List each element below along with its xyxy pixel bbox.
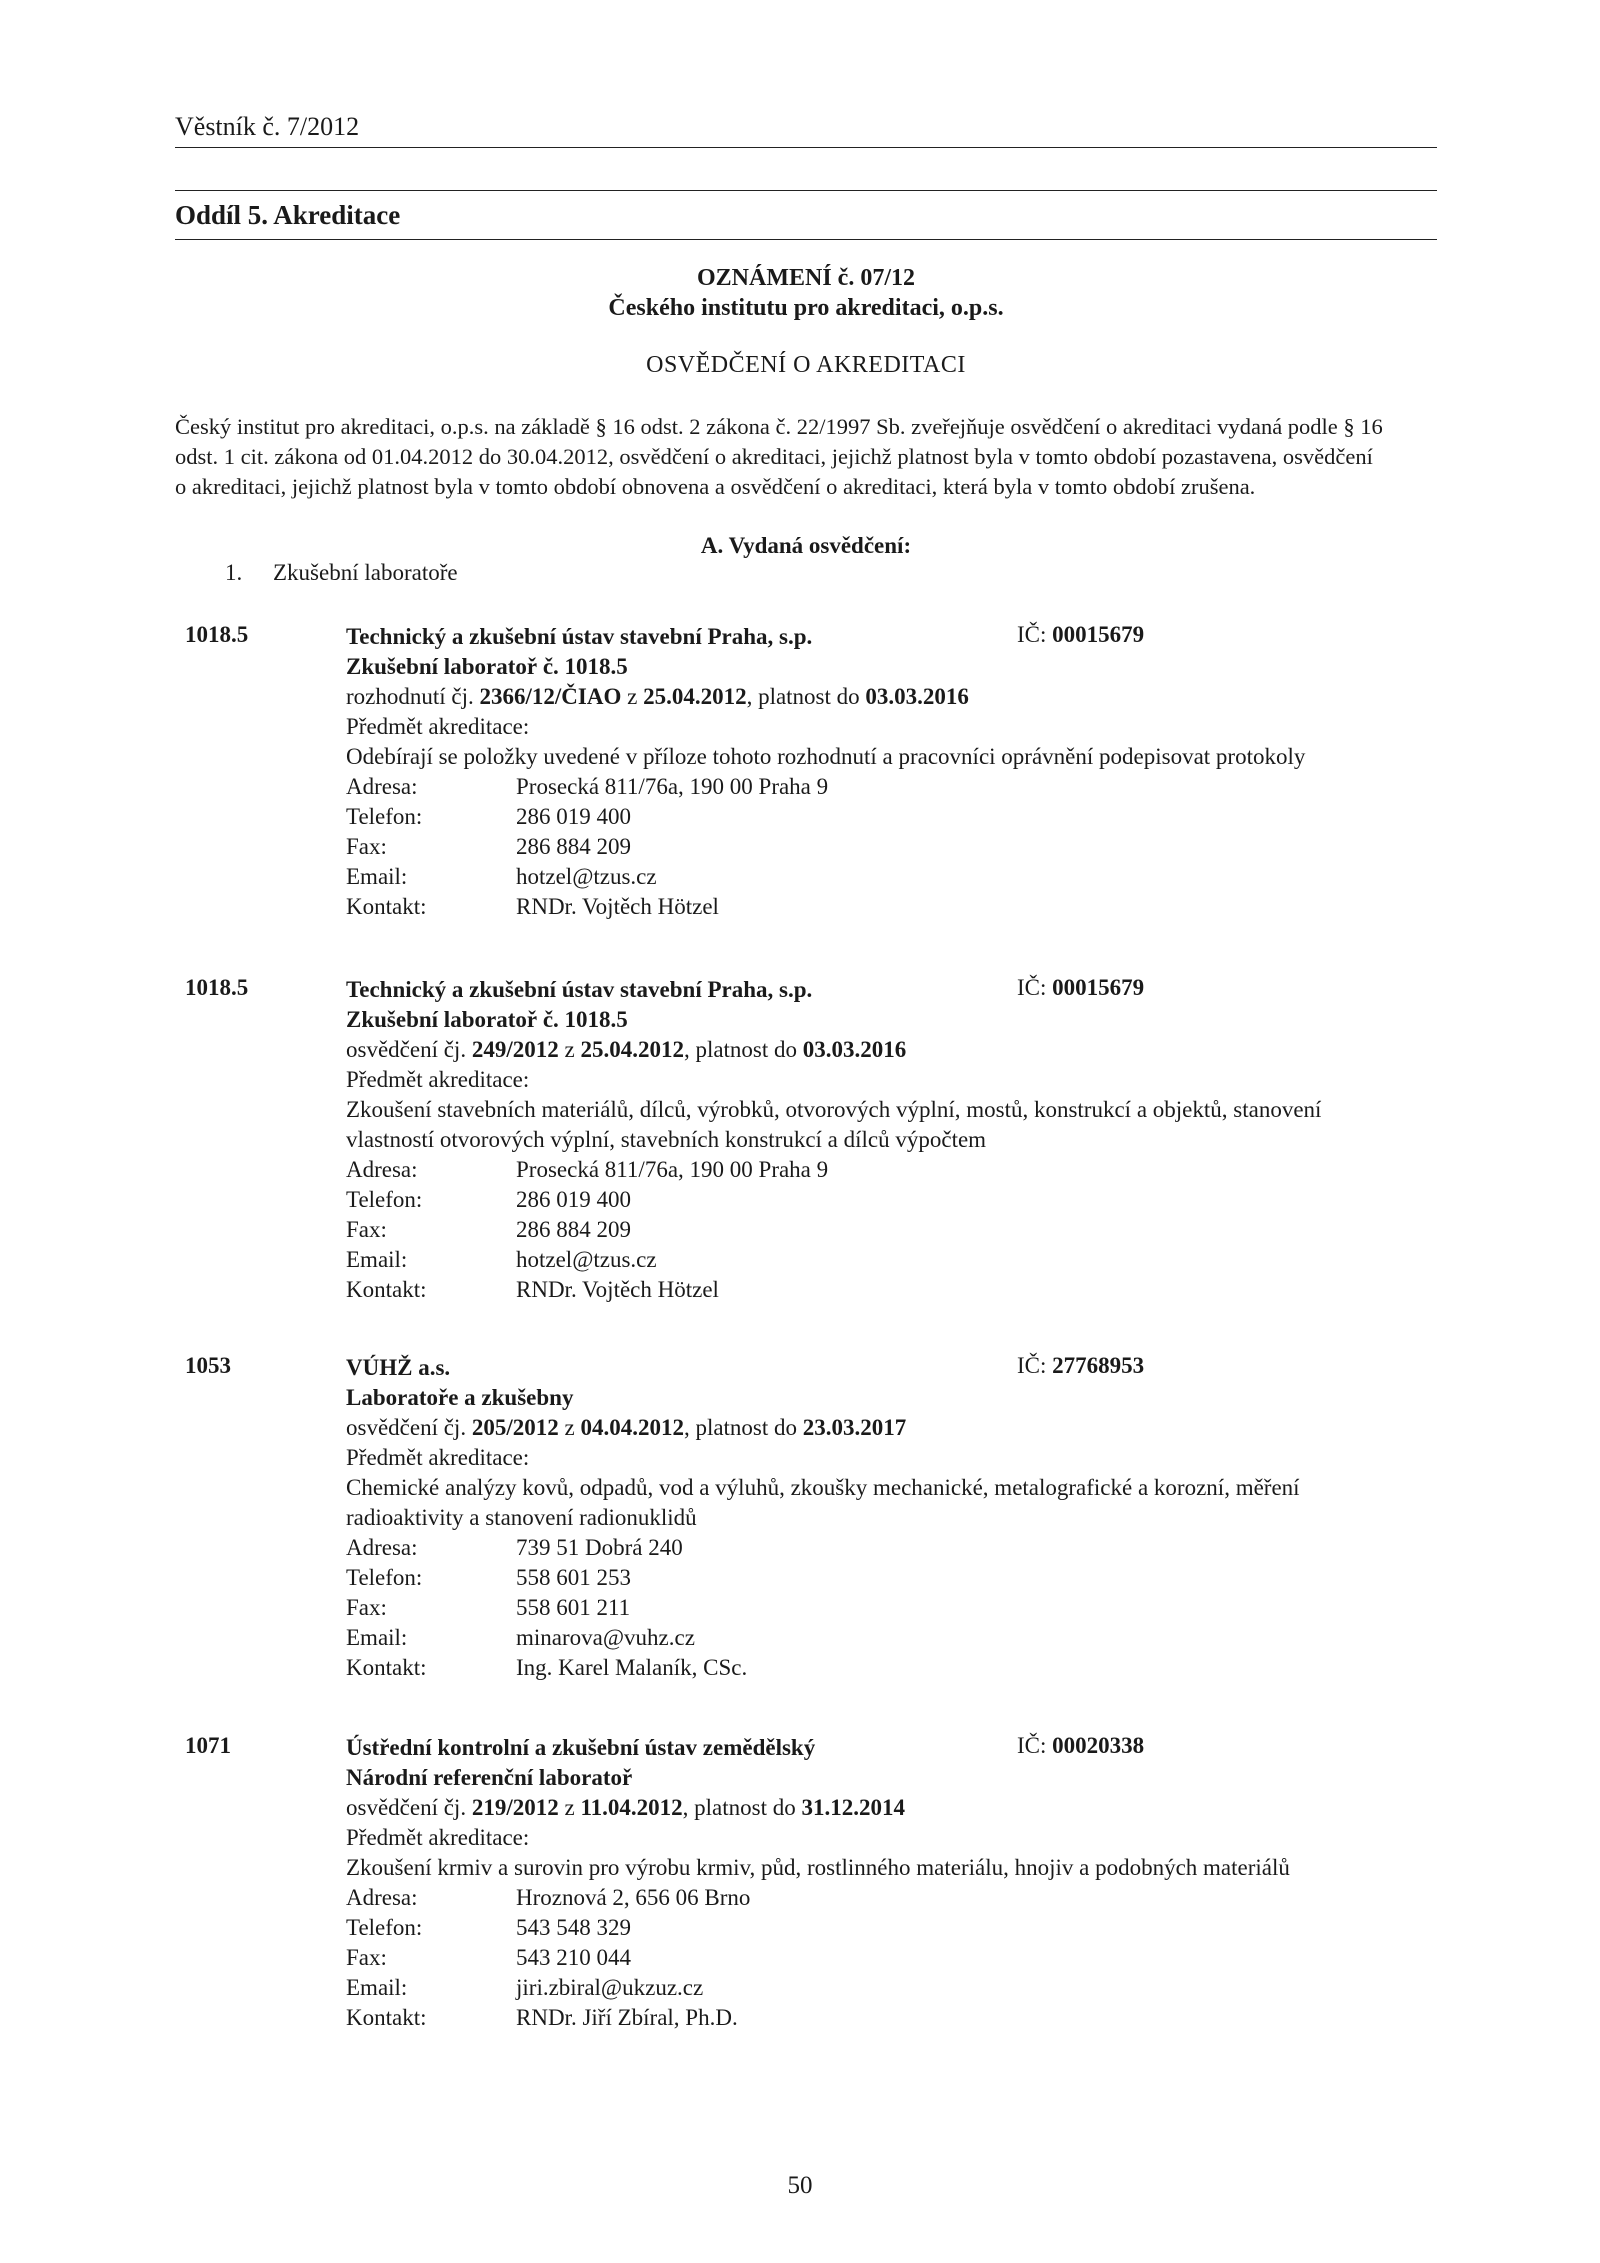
doc-date: 11.04.2012 — [580, 1795, 683, 1820]
intro-paragraph — [175, 412, 1440, 502]
entry-code: 1071 — [185, 1733, 231, 1758]
contact-label: Kontakt: — [346, 1277, 427, 1302]
address-label: Adresa: — [346, 1157, 418, 1182]
contact-row — [346, 892, 1446, 922]
email-row — [346, 862, 1446, 892]
ico-label: IČ: — [1017, 1733, 1047, 1758]
announcement-institute: Českého institutu pro akreditaci, o.p.s. — [608, 295, 1004, 321]
phone-label: Telefon: — [346, 804, 423, 829]
ico-value: 00020338 — [1052, 1733, 1145, 1758]
email-label: Email: — [346, 864, 408, 889]
contact-row — [346, 2003, 1446, 2033]
document-line — [346, 1035, 1446, 1065]
contact-value: RNDr. Vojtěch Hötzel — [516, 1277, 719, 1302]
ico-label: IČ: — [1017, 1353, 1047, 1378]
ico-label: IČ: — [1017, 622, 1047, 647]
valid-until: 31.12.2014 — [801, 1795, 906, 1820]
announcement-subtitle: OSVĚDČENÍ O AKREDITACI — [646, 352, 966, 378]
lab-unit: Laboratoře a zkušebny — [346, 1385, 574, 1410]
fax-value: 286 884 209 — [516, 834, 631, 859]
section-rule-top — [175, 190, 1437, 191]
address-label: Adresa: — [346, 1885, 418, 1910]
ico-value: 00015679 — [1052, 622, 1145, 647]
phone-label: Telefon: — [346, 1565, 423, 1590]
category-label: Zkušební laboratoře — [273, 560, 458, 585]
valid-until: 23.03.2017 — [802, 1415, 907, 1440]
address-value: Hroznová 2, 656 06 Brno — [516, 1885, 751, 1910]
doc-from-label: z — [564, 1795, 575, 1820]
phone-value: 286 019 400 — [516, 1187, 631, 1212]
category-heading — [225, 560, 458, 586]
entry-code: 1018.5 — [185, 622, 249, 647]
phone-label: Telefon: — [346, 1915, 423, 1940]
subject-text: radioaktivity a stanovení radionuklidů — [346, 1505, 697, 1530]
entry-body — [346, 622, 1446, 922]
contact-label: Kontakt: — [346, 1655, 427, 1680]
fax-value: 286 884 209 — [516, 1217, 631, 1242]
contact-value: RNDr. Jiří Zbíral, Ph.D. — [516, 2005, 738, 2030]
doc-number: 219/2012 — [471, 1795, 559, 1820]
entry-body — [346, 1353, 1446, 1683]
subject-label: Předmět akreditace: — [346, 714, 530, 739]
phone-value: 286 019 400 — [516, 804, 631, 829]
address-row — [346, 1533, 1446, 1563]
contact-value: RNDr. Vojtěch Hötzel — [516, 894, 719, 919]
journal-header: Věstník č. 7/2012 — [175, 112, 360, 141]
lab-unit: Zkušební laboratoř č. 1018.5 — [346, 654, 628, 679]
ico-label: IČ: — [1017, 975, 1047, 1000]
subject-label: Předmět akreditace: — [346, 1445, 530, 1470]
subject-text: Zkoušení krmiv a surovin pro výrobu krmiv, půd, rostlinného materiálu, hnojiv a podobných materiálů — [346, 1855, 1290, 1880]
organization-name: VÚHŽ a.s. — [346, 1355, 451, 1380]
doc-date: 04.04.2012 — [580, 1415, 684, 1440]
phone-row — [346, 1913, 1446, 1943]
intro-line: odst. 1 cit. zákona od 01.04.2012 do 30.04.2012, osvědčení o akreditaci, jejichž platnost byla v tomto období pozastavena, osvědčení — [175, 444, 1373, 469]
part-a-heading: A. Vydaná osvědčení: — [700, 533, 912, 558]
fax-label: Fax: — [346, 1595, 387, 1620]
address-row — [346, 772, 1446, 802]
address-row — [346, 1155, 1446, 1185]
contact-label: Kontakt: — [346, 894, 427, 919]
subject-label: Předmět akreditace: — [346, 1825, 530, 1850]
entry-code: 1053 — [185, 1353, 231, 1378]
organization-name: Technický a zkušební ústav stavební Praha, s.p. — [346, 624, 813, 649]
address-label: Adresa: — [346, 774, 418, 799]
section-rule-bottom — [175, 239, 1437, 240]
validity-label: , platnost do — [746, 684, 860, 709]
address-label: Adresa: — [346, 1535, 418, 1560]
address-value: Prosecká 811/76a, 190 00 Praha 9 — [516, 1157, 829, 1182]
phone-label: Telefon: — [346, 1187, 423, 1212]
fax-row — [346, 1593, 1446, 1623]
intro-line: o akreditaci, jejichž platnost byla v tomto období obnovena a osvědčení o akreditaci, která byla v tomto období zrušena. — [175, 474, 1256, 499]
entry-body — [346, 1733, 1446, 2033]
lab-unit: Zkušební laboratoř č. 1018.5 — [346, 1007, 628, 1032]
phone-row — [346, 1185, 1446, 1215]
doc-number: 249/2012 — [471, 1037, 559, 1062]
phone-value: 543 548 329 — [516, 1915, 631, 1940]
doc-from-label: z — [564, 1037, 575, 1062]
doc-date: 25.04.2012 — [580, 1037, 684, 1062]
email-row — [346, 1245, 1446, 1275]
document-line — [346, 1413, 1446, 1443]
address-value: Prosecká 811/76a, 190 00 Praha 9 — [516, 774, 829, 799]
subject-label: Předmět akreditace: — [346, 1067, 530, 1092]
email-label: Email: — [346, 1625, 408, 1650]
email-value: minarova@vuhz.cz — [516, 1625, 695, 1650]
contact-row — [346, 1653, 1446, 1683]
category-number: 1. — [225, 560, 243, 585]
fax-row — [346, 1215, 1446, 1245]
entry-code: 1018.5 — [185, 975, 249, 1000]
intro-line: Český institut pro akreditaci, o.p.s. na základě § 16 odst. 2 zákona č. 22/1997 Sb. zveřejňuje osvědčení o akreditaci vydaná podle § 16 — [175, 414, 1383, 439]
email-row — [346, 1973, 1446, 2003]
contact-label: Kontakt: — [346, 2005, 427, 2030]
header-rule — [175, 147, 1437, 148]
doc-number: 2366/12/ČIAO — [479, 684, 622, 709]
email-value: hotzel@tzus.cz — [516, 864, 657, 889]
doc-label: rozhodnutí čj. — [346, 684, 474, 709]
fax-value: 558 601 211 — [516, 1595, 631, 1620]
subject-text: Chemické analýzy kovů, odpadů, vod a výluhů, zkoušky mechanické, metalografické a korozní, měření — [346, 1475, 1300, 1500]
document-line — [346, 1793, 1446, 1823]
email-label: Email: — [346, 1975, 408, 2000]
ico-value: 27768953 — [1052, 1353, 1145, 1378]
validity-label: , platnost do — [683, 1037, 798, 1062]
subject-text: Odebírají se položky uvedené v příloze tohoto rozhodnutí a pracovníci oprávnění podepisovat protokoly — [346, 744, 1306, 769]
doc-label: osvědčení čj. — [346, 1415, 467, 1440]
fax-label: Fax: — [346, 1945, 387, 1970]
page-number: 50 — [787, 2172, 813, 2199]
document-line — [346, 682, 1446, 712]
ico-value: 00015679 — [1052, 975, 1145, 1000]
fax-value: 543 210 044 — [516, 1945, 631, 1970]
fax-row — [346, 1943, 1446, 1973]
email-value: hotzel@tzus.cz — [516, 1247, 657, 1272]
contact-value: Ing. Karel Malaník, CSc. — [516, 1655, 748, 1680]
doc-label: osvědčení čj. — [346, 1795, 467, 1820]
doc-from-label: z — [627, 684, 638, 709]
doc-number: 205/2012 — [471, 1415, 559, 1440]
fax-row — [346, 832, 1446, 862]
lab-unit: Národní referenční laboratoř — [346, 1765, 633, 1790]
valid-until: 03.03.2016 — [865, 684, 969, 709]
fax-label: Fax: — [346, 834, 387, 859]
subject-text: Zkoušení stavebních materiálů, dílců, výrobků, otvorových výplní, mostů, konstrukcí a objektů, stanovení — [346, 1097, 1322, 1122]
phone-value: 558 601 253 — [516, 1565, 631, 1590]
email-label: Email: — [346, 1247, 408, 1272]
announcement-title: OZNÁMENÍ č. 07/12 — [697, 265, 915, 291]
doc-from-label: z — [564, 1415, 575, 1440]
email-value: jiri.zbiral@ukzuz.cz — [516, 1975, 704, 2000]
email-row — [346, 1623, 1446, 1653]
organization-name: Technický a zkušební ústav stavební Praha, s.p. — [346, 977, 813, 1002]
phone-row — [346, 1563, 1446, 1593]
address-row — [346, 1883, 1446, 1913]
entry-body — [346, 975, 1446, 1305]
contact-row — [346, 1275, 1446, 1305]
subject-text: vlastností otvorových výplní, stavebních konstrukcí a dílců výpočtem — [346, 1127, 987, 1152]
phone-row — [346, 802, 1446, 832]
fax-label: Fax: — [346, 1217, 387, 1242]
address-value: 739 51 Dobrá 240 — [516, 1535, 683, 1560]
validity-label: , platnost do — [683, 1415, 798, 1440]
doc-label: osvědčení čj. — [346, 1037, 467, 1062]
validity-label: , platnost do — [682, 1795, 796, 1820]
valid-until: 03.03.2016 — [802, 1037, 907, 1062]
organization-name: Ústřední kontrolní a zkušební ústav zemědělský — [346, 1735, 816, 1760]
doc-date: 25.04.2012 — [643, 684, 747, 709]
section-title: Oddíl 5. Akreditace — [175, 200, 401, 230]
